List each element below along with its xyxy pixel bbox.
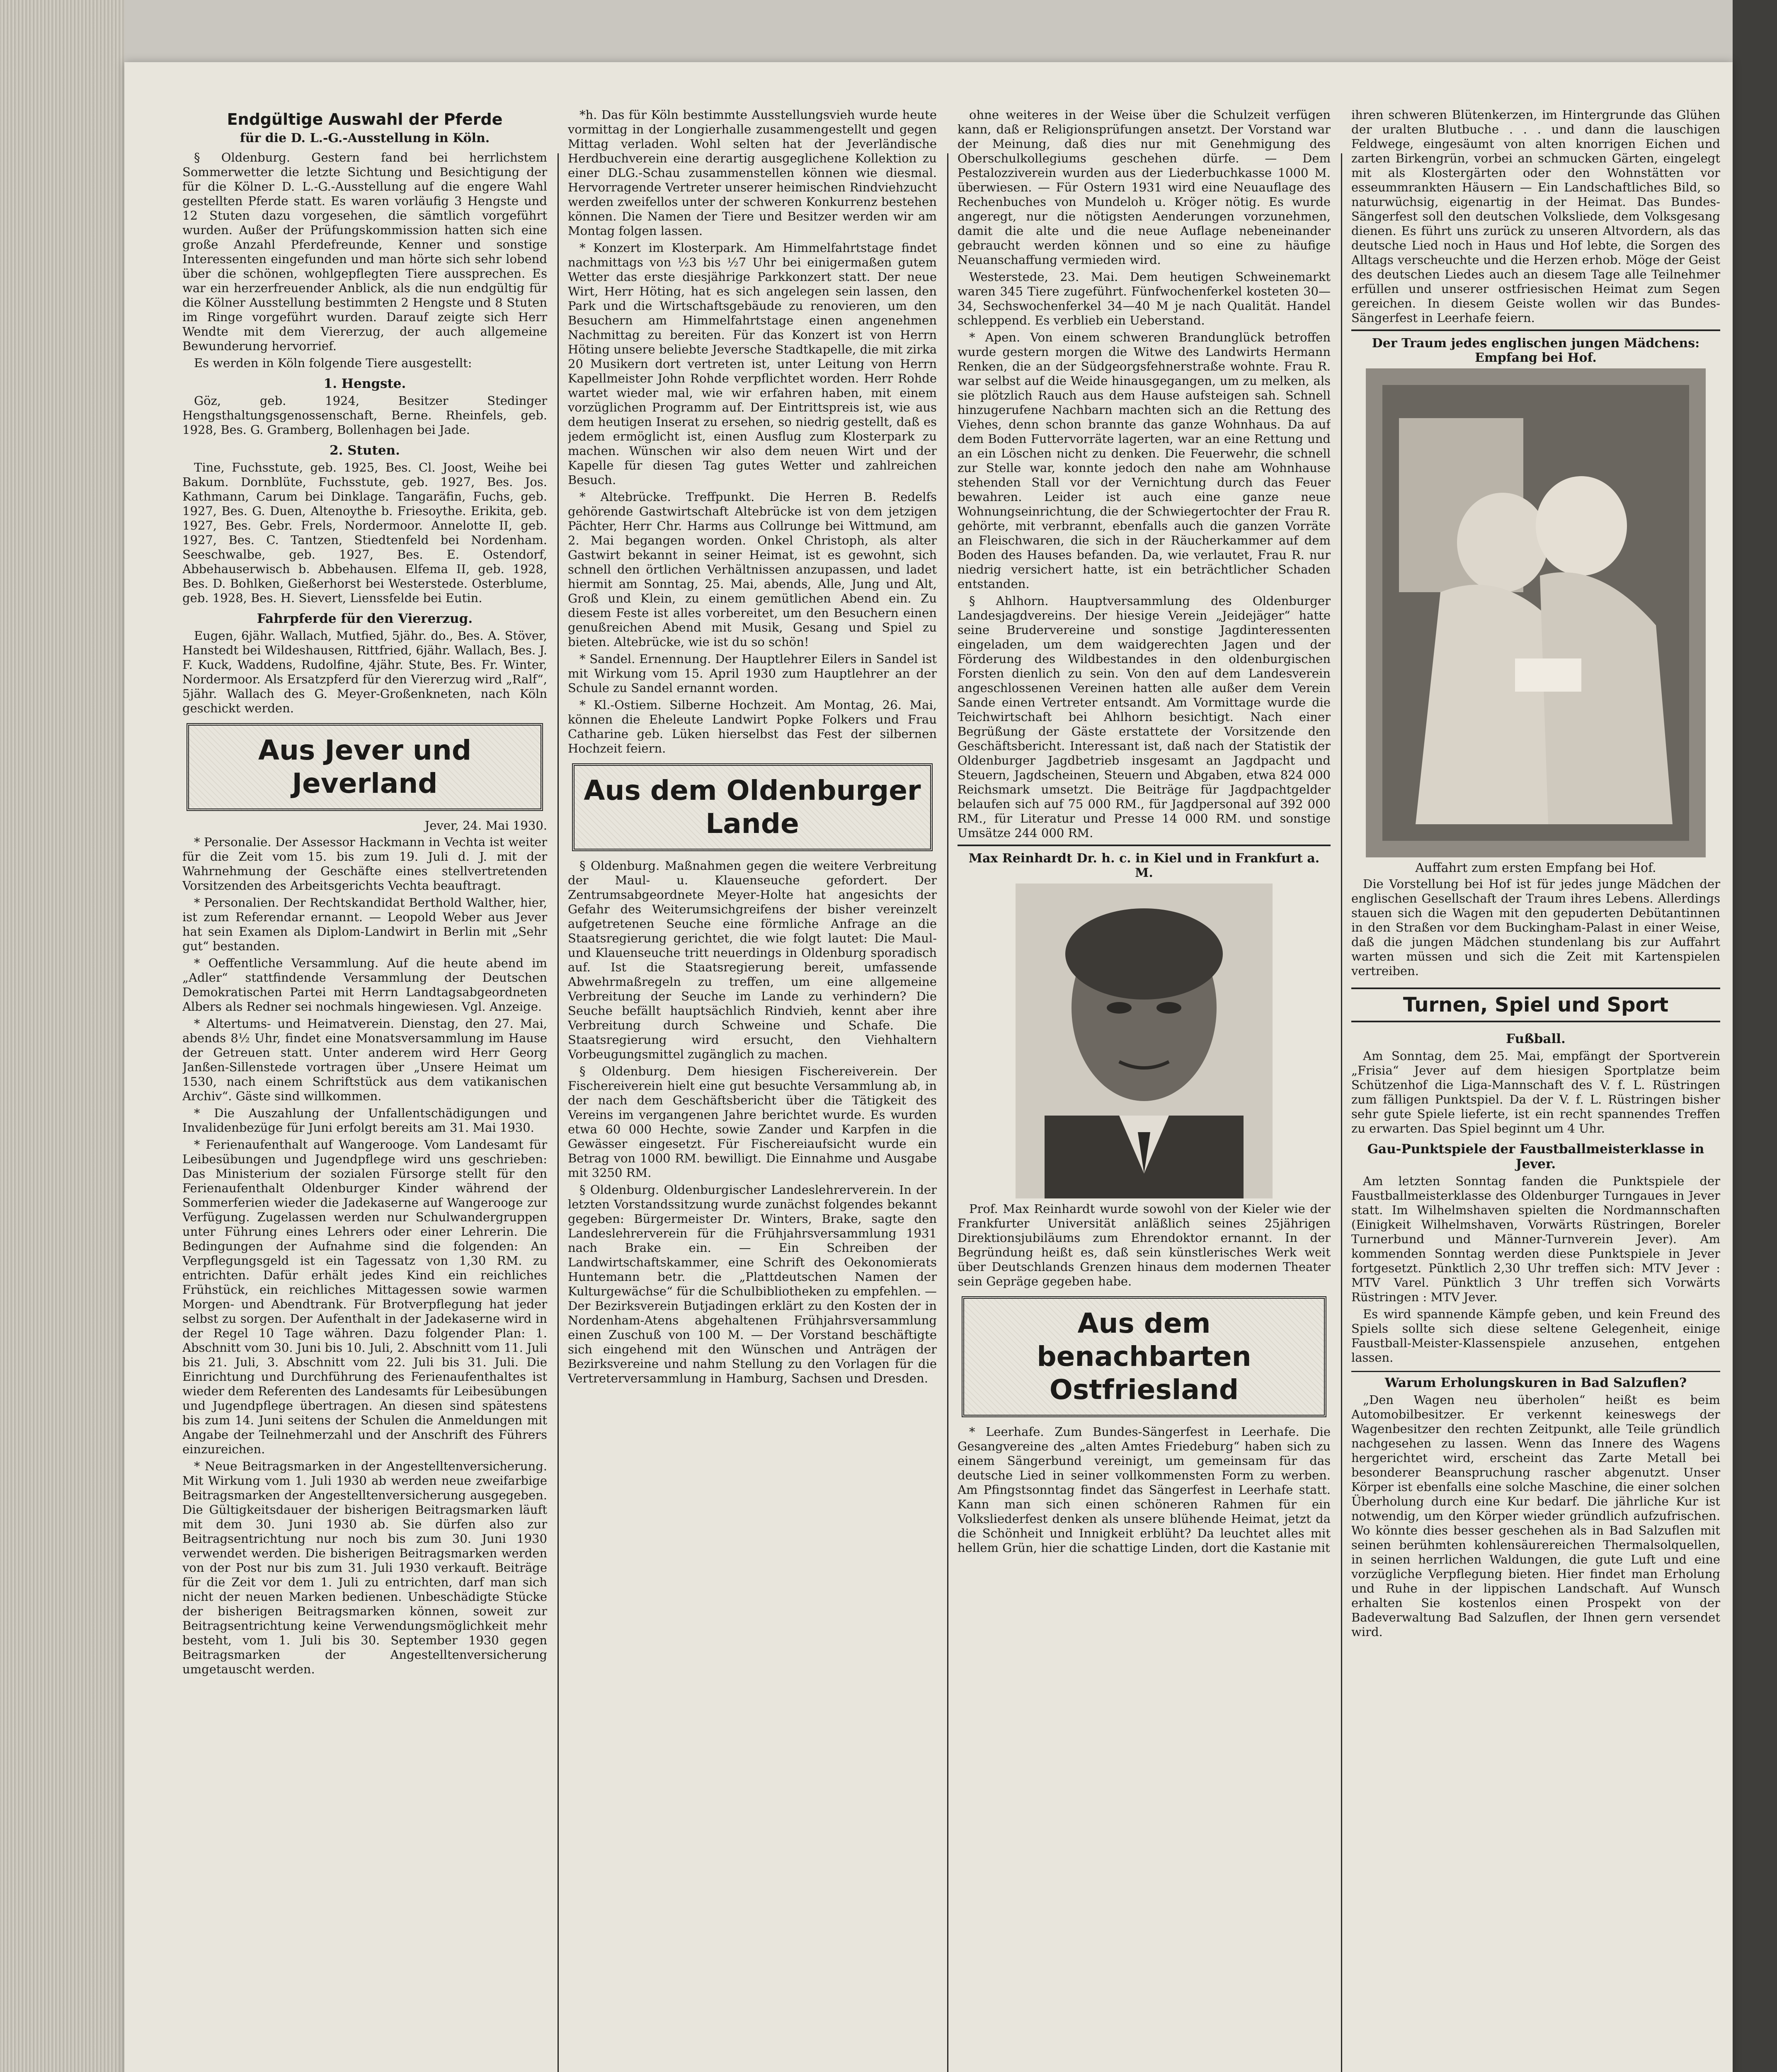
news-item: § Oldenburg. Oldenburgischer Landeslehrerverein. In der letzten Vorstandssitzung wurde zunächst folgendes bekannt gegeben: Bürgermeister Dr. Winters, Brake, sagte den Landeslehrerverein für die Frühjahrsversammlung 1931 nach Brake ein. — Ein Schreiben der Landwirtschaftskammer, eine Schrift des Oekonomierats Huntemann betr. die „Plattdeutschen Namen der Kulturgewächse“ für die Schulbibliotheken zu empfehlen. — Der Bezirksverein Butjadingen erklärt zu den Kosten der in Nordenham-Atens abgehaltenen Frühjahrsversammlung einen Zuschuß von 100 M. — Der Vorstand beschäftigte sich eingehend mit den Wünschen und Anträgen der Bezirksvereine und nahm Stellung zu den Vorlagen für die Vertreterversammlung in Hamburg, Sachsen und Dresden. bbox=[568, 1183, 937, 1385]
news-item: * Konzert im Klosterpark. Am Himmelfahrtstage findet nachmittags von ½3 bis ½7 Uhr bei einigermaßen gutem Wetter das erste diesjährige Parkkonzert statt. Der neue Wirt, Herr Höting, hat es sich angelegen sein lassen, den Park und die Wirtschaftsgebäude zu renovieren, um den Besuchern am Himmelfahrtstage einen angenehmen Nachmittag zu bereiten. Für das Konzert ist von Herrn Höting unsere beliebte Jeversche Stadtkapelle, die mit zirka 20 Musikern dort vertreten ist, unter Leitung von Herrn Kapellmeister John Rohde verpflichtet worden. Herr Rohde wartet wieder mal, wie wir erfahren haben, mit einem vorzüglichen Programm auf. Der Eintrittspreis ist, wie aus dem heutigen Inserat zu ersehen, so niedrig gestellt, daß es jedem ermöglicht ist, einen Ausflug zum Klosterpark zu machen. Wünschen wir also dem neuen Wirt und der Kapelle für diesen Tag gutes Wetter und zahlreichen Besuch. bbox=[568, 241, 937, 487]
photo-feature bbox=[1351, 329, 1720, 978]
news-item: * Neue Beitragsmarken in der Angestelltenversicherung. Mit Wirkung vom 1. Juli 1930 ab werden neue zweifarbige Beitragsmarken der Angestelltenversicherung ausgegeben. Die Gültigkeitsdauer der bisherigen Beitragsmarken läuft mit dem 30. Juni 1930 ab. Sie dürfen also zur Beitragsentrichtung nur noch bis zum 30. Juni 1930 verwendet werden. Die bisherigen Beitragsmarken werden von der Post nur bis zum 31. Juli 1930 verkauft. Beiträge für die Zeit vor dem 1. Juli zu entrichten, darf man sich nicht der neuen Marken bedienen. Unbeschädigte Stücke der bisherigen Beitragsmarken können, soweit zur Beitragsentrichtung keine Verwendungsmöglichkeit mehr besteht, vom 1. Juli bis 30. September 1930 gegen Beitragsmarken der Angestelltenversicherung umgetauscht werden. bbox=[182, 1459, 547, 1676]
sport-section-title: Turnen, Spiel und Sport bbox=[1351, 988, 1720, 1022]
news-item: Am Sonntag, dem 25. Mai, empfängt der Sportverein „Frisia“ Jever auf dem hiesigen Sportplatze beim Schützenhof die Liga-Mannschaft des V. f. L. Rüstringen zum fälligen Punktspiel. Da der V. f. L. Rüstringen bisher sehr gute Spiele lieferte, ist ein recht spannendes Treffen zu erwarten. Das Spiel beginnt um 4 Uhr. bbox=[1351, 1049, 1720, 1135]
article-subtitle: für die D. L.-G.-Ausstellung in Köln. bbox=[240, 131, 490, 145]
article-title: Endgültige Auswahl der Pferde bbox=[227, 110, 503, 128]
news-item: *h. Das für Köln bestimmte Ausstellungsvieh wurde heute vormittag in der Longierhalle zusammengestellt und gegen Mittag verladen. Wohl selten hat der Jeverländische Herdbuchverein eine derartig ausgeglichene Kollektion zu einer DLG.-Schau zusammenstellen können wie diesmal. Hervorragende Vertreter unserer heimischen Rindviehzucht werden zweifellos unter der schweren Konkurrenz bestehen können. Die Namen der Tiere und Besitzer werden wir am Montag folgen lassen. bbox=[568, 108, 937, 238]
scanner-border bbox=[1733, 0, 1777, 2072]
photo-text: Die Vorstellung bei Hof ist für jedes junge Mädchen der englischen Gesellschaft der Traum ihres Lebens. Allerdings stauen sich die Wagen mit den gepuderten Debütantinnen in den Straßen vor dem Buckingham-Palast in einer Weise, daß die jungen Mädchen stundenlang bis zur Auffahrt warten müssen und sich die Zeit mit Kartenspielen vertreiben. bbox=[1351, 877, 1720, 978]
column-4 bbox=[1351, 108, 1720, 2072]
book-page-edges bbox=[0, 0, 124, 2072]
news-item: ohne weiteres in der Weise über die Schulzeit verfügen kann, daß er Religionsprüfungen ansetzt. Der Vorstand war der Meinung, daß dies nur mit Genehmigung des Oberschulkollegiums geschehen dürfe. — Dem Pestalozziverein wurden aus der Liederbuchkasse 1000 M. überwiesen. — Für Ostern 1931 wird eine Neuauflage des Rechenbuches von Mundeloh u. Kröger nötig. Es wurde angeregt, nur die nötigsten Aenderungen vorzunehmen, damit die alte und die neue Auflage nebeneinander gebraucht werden können und so eine zu häufige Neuanschaffung vermieden wird. bbox=[958, 108, 1331, 267]
news-item: * Kl.-Ostiem. Silberne Hochzeit. Am Montag, 26. Mai, können die Eheleute Landwirt Popke Folkers und Frau Catharine geb. Lüken hierselbst das Fest der silbernen Hochzeit feiern. bbox=[568, 698, 937, 755]
section-heading: 1. Hengste. bbox=[323, 376, 406, 391]
column-rule bbox=[947, 153, 948, 2072]
section-heading: Fahrpferde für den Viererzug. bbox=[257, 611, 473, 626]
portrait-image bbox=[1016, 884, 1273, 1198]
photo-caption: Auffahrt zum ersten Empfang bei Hof. bbox=[1415, 861, 1656, 875]
article-paragraph: § Oldenburg. Gestern fand bei herrlichstem Sommerwetter die letzte Sichtung und Besichtigung der für die Kölner D. L.-G.-Ausstellung auf die engere Wahl gestellten Pferde statt. Es waren vorläufig 3 Hengste und 12 Stuten dazu vorgesehen, die sämtlich vorgeführt wurden. Außer der Prüfungskommission hatten sich eine große Anzahl Pferdefreunde, Kenner und sonstige Interessenten eingefunden und man hörte sich sehr lobend über die schönen, wohlgepflegten Tiere aussprechen. Es war ein herzerfreuender Anblick, als die nun endgültig für die Kölner Ausstellung bestimmten 2 Hengste und 8 Stuten im Ringe vorgeführt wurden. Darauf zeigte sich Herr Wendte mit dem Viererzug, der auch allgemeine Bewunderung hervorrief. bbox=[182, 150, 547, 353]
photo-text: Prof. Max Reinhardt wurde sowohl von der Kieler wie der Frankfurter Universität anläßlich seines 25jährigen Direktionsjubiläums zum Ehrendoktor ernannt. In der Begründung heißt es, daß sein künstlerisches Werk weit über Deutschlands Grenzen hinaus dem modernen Theater sein Gepräge gegeben habe. bbox=[958, 1202, 1331, 1288]
photo-title: Der Traum jedes englischen jungen Mädchens: Empfang bei Hof. bbox=[1372, 336, 1700, 365]
news-item: * Die Auszahlung der Unfallentschädigungen und Invalidenbezüge für Juni erfolgt bereits am 31. Mai 1930. bbox=[182, 1106, 547, 1135]
news-item: § Oldenburg. Dem hiesigen Fischereiverein. Der Fischereiverein hielt eine gut besuchte Versammlung ab, in der nach dem Geschäftsbericht über die Tätigkeit des Vereins im vergangenen Jahre berichtet wurde. Es wurden etwa 60 000 Hechte, sowie Zander und Karpfen in die Gewässer eingesetzt. Für Fischereiaufsicht wurde ein Betrag von 1000 RM. bewilligt. Die Einnahme und Ausgabe mit 3250 RM. bbox=[568, 1064, 937, 1180]
court-photo bbox=[1366, 368, 1706, 857]
news-item: Es wird spannende Kämpfe geben, und kein Freund des Spiels sollte sich diese seltene Gelegenheit, einige Faustball-Meister-Klassenspiele anzusehen, entgehen lassen. bbox=[1351, 1307, 1720, 1365]
news-item: * Leerhafe. Zum Bundes-Sängerfest in Leerhafe. Die Gesangvereine des „alten Amtes Friedeburg“ haben sich zu einem Sängerbund vereinigt, um gemeinsam für das deutsche Lied in seiner vollkommensten Form zu werben. Am Pfingstsonntag findet das Sängerfest in Leerhafe statt. Kann man sich einen schöneren Rahmen für ein Volksliederfest denken als unsere blühende Heimat, jetzt da die Schönheit und Innigkeit erblüht? Da leuchtet alles mit hellem Grün, hier die schattige Linden, dort die Kastanie mit bbox=[958, 1425, 1331, 1555]
news-item: * Oeffentliche Versammlung. Auf die heute abend im „Adler“ stattfindende Versammlung der Deutschen Demokratischen Partei mit Herrn Landtagsabgeordneten Albers als Redner sei nochmals hingewiesen. Vgl. Anzeige. bbox=[182, 956, 547, 1014]
photo-feature bbox=[958, 845, 1331, 1289]
column-2 bbox=[568, 108, 937, 2072]
section-banner-oldenburg: Aus dem Oldenburger Lande bbox=[572, 763, 933, 851]
section-heading: Warum Erholungskuren in Bad Salzuflen? bbox=[1351, 1371, 1720, 1390]
article-paragraph: Tine, Fuchsstute, geb. 1925, Bes. Cl. Joost, Weihe bei Bakum. Dornblüte, Fuchsstute, geb. 1927, Bes. Jos. Kathmann, Carum bei Dinklage. Tangaräfin, Fuchs, geb. 1927, Bes. G. Duen, Altenoythe b. Friesoythe. Erikita, geb. 1927, Bes. Gebr. Frels, Nordermoor. Annelotte II, geb. 1927, Bes. C. Tantzen, Stiedtenfeld bei Nordenham. Seeschwalbe, geb. 1927, Bes. E. Ostendorf, Abbehauserwisch b. Abbehausen. Elfema II, geb. 1928, Bes. D. Bohlken, Gießerhorst bei Westerstede. Osterblume, geb. 1928, Bes. H. Sievert, Lienssfelde bei Eutin. bbox=[182, 460, 547, 605]
news-item: § Ahlhorn. Hauptversammlung des Oldenburger Landesjagdvereins. Der hiesige Verein „Jeidejäger“ hatte seine Brudervereine und sonstige Jagdinteressenten eingeladen, um dem waidgerechten Jagen und der Förderung des Wildbestandes in den oldenburgischen Forsten dienlich zu sein. Von den auf dem Landesverein angeschlossenen Vereinen hatten alle außer dem Verein Sande einen Vertreter entsandt. Am Vormittage wurde die Teichwirtschaft bei Ahlhorn besichtigt. Nach einer Begrüßung der Gäste erstattete der Vorsitzende den Geschäftsbericht. Interessant ist, daß nach der Statistik der Oldenburger Jagdbetrieb insgesamt an Jagdpacht und Steuern, Jagdscheinen, Steuern und Abgaben, etwa 824 000 Reichsmark umsetzt. Die Beiträge für Jagdpachtgelder belaufen sich auf 75 000 RM., für Jagdpersonal auf 392 000 RM., für Literatur und Presse 14 000 RM. und sonstige Umsätze 244 000 RM. bbox=[958, 594, 1331, 840]
article-paragraph: Es werden in Köln folgende Tiere ausgestellt: bbox=[194, 356, 472, 370]
news-item: Am letzten Sonntag fanden die Punktspiele der Faustballmeisterklasse des Oldenburger Turngaues in Jever statt. Im Wilhelmshaven spielten die Nordmannschaften (Einigkeit Wilhelmshaven, Vorwärts Rüstringen, Boreler Turnerbund und Männer-Turnverein Jever). Am kommenden Sonntag werden diese Punktspiele in Jever fortgesetzt. Pünktlich 2,30 Uhr treffen sich: MTV Jever : MTV Varel. Pünktlich 3 Uhr treffen sich Vorwärts Rüstringen : MTV Jever. bbox=[1351, 1174, 1720, 1304]
news-item: Westerstede, 23. Mai. Dem heutigen Schweinemarkt waren 345 Tiere zugeführt. Fünfwochenferkel kosteten 30—34, Sechswochenferkel 34—40 M je nach Qualität. Handel schleppend. Es verblieb ein Ueberstand. bbox=[958, 270, 1331, 327]
section-heading: 2. Stuten. bbox=[330, 443, 400, 458]
article-paragraph: Göz, geb. 1924, Besitzer Stedinger Hengsthaltungsgenossenschaft, Berne. Rheinfels, geb. 1928, Bes. G. Gramberg, Bollenhagen bei Jade. bbox=[182, 394, 547, 437]
newspaper-page bbox=[124, 62, 1733, 2072]
news-item: * Ferienaufenthalt auf Wangerooge. Vom Landesamt für Leibesübungen und Jugendpflege wird uns geschrieben: Das Ministerium der sozialen Fürsorge stellt für den Ferienaufenthalt Oldenburger Kinder während der Sommerferien wieder die Jadekaserne auf Wangerooge zur Verfügung. Zugelassen werden nur Schulwandergruppen unter Führung eines Lehrers oder einer Lehrerin. Die Bedingungen der Aufnahme sind die folgenden: An Verpflegungsgeld ist ein Tagessatz von 1,30 RM. zu entrichten. Dafür erhält jedes Kind ein reichliches Frühstück, ein reichliches Mittagessen sowie warmen Morgen- und Abendtrank. Für Brotverpflegung hat jeder selbst zu sorgen. Der Aufenthalt in der Jadekaserne wird in der Regel 10 Tage währen. Dazu folgender Plan: 1. Abschnitt vom 30. Juni bis 10. Juli, 2. Abschnitt vom 11. Juli bis 21. Juli, 3. Abschnitt vom 22. Juli bis 31. Juli. Die Einrichtung und Durchführung des Ferienaufenthaltes ist wieder dem Referenten des Landesamts für Leibesübungen und Jugendpflege übertragen. An diesen sind spätestens bis zum 14. Juni seitens der Schulen die Anmeldungen mit Angabe der Teilnehmerzahl und der Anschrift des Führers einzureichen. bbox=[182, 1138, 547, 1456]
column-rule bbox=[558, 153, 559, 2072]
news-item: * Altertums- und Heimatverein. Dienstag, den 27. Mai, abends 8½ Uhr, findet eine Monatsversammlung im Hause der Getreuen statt. Unter anderem wird Herr Georg Janßen-Sillenstede vortragen über „Unsere Heimat um 1530, nach einem Schriftstück aus dem vatikanischen Archiv“. Gäste sind willkommen. bbox=[182, 1017, 547, 1103]
court-image bbox=[1366, 368, 1706, 857]
news-item: * Apen. Von einem schweren Brandunglück betroffen wurde gestern morgen die Witwe des Landwirts Hermann Renken, die an der Südgeorgsfehnerstraße wohnte. Frau R. war selbst auf die Weide hinausgegangen, um zu melken, als sie plötzlich Rauch aus dem Hause aufsteigen sah. Schnell hinzugerufene Nachbarn machten sich an die Rettung des Viehes, denn schon brannte das ganze Wohnhaus. Da auf dem Boden Futtervorräte lagerten, war an eine Rettung und an ein Löschen nicht zu denken. Die Feuerwehr, die schnell zur Stelle war, konnte jedoch den nahe am Wohnhause stehenden Stall vor der Vernichtung durch das Feuer bewahren. Leider ist auch eine ganze neue Wohnungseinrichtung, die der Schwiegertochter der Frau R. gehörte, mit verbrannt, ebenfalls auch die ganzen Vorräte an Fleischwaren, die sich in der Räucherkammer auf dem Boden des Hauses befanden. Da, wie verlautet, Frau R. nur niedrig versichert hatte, ist ein beträchtlicher Schaden entstanden. bbox=[958, 330, 1331, 591]
news-item: „Den Wagen neu überholen“ heißt es beim Automobilbesitzer. Er verkennt keineswegs der Wagenbesitzer den rechten Zeitpunkt, alle Teile gründlich nachgesehen zu lassen. Wenn das Innere des Wagens hergerichtet wird, erscheint das Zarte Metall bei besonderer Beanspruchung rascher abgenutzt. Unser Körper ist ebenfalls eine solche Maschine, die einer solchen Überholung durch eine Kur bedarf. Die jährliche Kur ist notwendig, um den Körper wieder gründlich aufzufrischen. Wo könnte dies besser geschehen als in Bad Salzuflen mit seinen berühmten kohlensäurereichen Thermalsolquellen, in seinen herrlichen Waldungen, die gute Luft und eine vorzügliche Verpflegung bieten. Hier findet man Erholung und Ruhe in der lippischen Landschaft. Auf Wunsch erhalten Sie kostenlos einen Prospekt von der Badeverwaltung Bad Salzuflen, der Ihnen gern versendet wird. bbox=[1351, 1393, 1720, 1639]
news-item: ihren schweren Blütenkerzen, im Hintergrunde das Glühen der uralten Blutbuche . . . und dann die lauschigen Feldwege, eingesäumt von alten knorrigen Eichen und zarten Birkengrün, vorbei an schmucken Gärten, eingelegt mit als Klostergärten oder den Wohnstätten vor esseummrankten Häusern — Ein Landschaftliches Bild, so naturwüchsig, eigenartig in der Heimat. Das Bundes-Sängerfest soll den deutschen Volksliede, dem Volksgesang dienen. Es führt uns zurück zu unseren Altvordern, als das deutsche Lied noch in Haus und Hof lebte, die Sorgen des Alltags verscheuchte und die Herzen erhob. Möge der Geist des deutschen Liedes auch an diesem Tage alle Teilnehmer erfüllen und unserer ostfriesischen Heimat zum Segen gereichen. In diesem Geiste wollen wir das Bundes-Sängerfest in Leerhafe feiern. bbox=[1351, 108, 1720, 325]
column-rule bbox=[1341, 153, 1342, 2072]
news-item: § Oldenburg. Maßnahmen gegen die weitere Verbreitung der Maul- u. Klauenseuche gefordert. Der Zentrumsabgeordnete Meyer-Holte hat angesichts der Gefahr des Weiterumsichgreifens der bisher vereinzelt aufgetretenen Seuche eine förmliche Anfrage an die Staatsregierung gerichtet, die wie folgt lautet: Die Maul- und Klauenseuche tritt neuerdings in Oldenburg sporadisch auf. Ist die Staatsregierung bereit, umfassende Abwehrmaßregeln zu treffen, um eine allgemeine Verbreitung der Seuche im Lande zu verhindern? Die Seuche befällt hauptsächlich Rindvieh, kennt aber ihre Verbreitung durch Schweine und Schafe. Die Staatsregierung wird ersucht, den Viehhaltern Vorbeugungsmittel zugänglich zu machen. bbox=[568, 859, 937, 1061]
section-banner-ostfriesland: Aus dem benachbarten Ostfriesland bbox=[962, 1296, 1326, 1417]
column-1 bbox=[182, 108, 547, 2072]
article-paragraph: Eugen, 6jähr. Wallach, Mutfied, 5jähr. do., Bes. A. Stöver, Hanstedt bei Wildeshausen, Rittfried, 6jähr. Wallach, Bes. J. F. Kuck, Waddens, Rudolfine, 4jähr. Stute, Bes. Fr. Winter, Nordermoor. Als Ersatzpferd für den Viererzug wird „Ralf“, 5jähr. Wallach des G. Meyer-Großenkneten, nach Köln geschickt werden. bbox=[182, 629, 547, 715]
section-banner-jever: Aus Jever und Jeverland bbox=[187, 723, 543, 811]
news-item: * Altebrücke. Treffpunkt. Die Herren B. Redelfs gehörende Gastwirtschaft Altebrücke ist von dem jetzigen Pächter, Herr Chr. Harms aus Collrunge bei Wittmund, am 2. Mai begangen worden. Onkel Christoph, als alter Gastwirt bekannt in seiner Heimat, ist es gewohnt, sich schnell den örtlichen Verhältnissen anzupassen, und ladet hiermit am Sonntag, 25. Mai, abends, Alle, Jung und Alt, Groß und Klein, zu einem gemütlichen Abend ein. Zu diesem Feste ist alles vorbereitet, um den Besuchern einen genußreichen Abend mit Musik, Gesang und Spiel zu bieten. Altebrücke, wie ist du so schön! bbox=[568, 490, 937, 649]
dateline: Jever, 24. Mai 1930. bbox=[424, 818, 547, 833]
portrait-photo bbox=[1016, 884, 1273, 1198]
section-heading: Gau-Punktspiele der Faustballmeisterklasse in Jever. bbox=[1367, 1142, 1704, 1172]
news-item: * Personalie. Der Assessor Hackmann in Vechta ist weiter für die Zeit vom 15. bis zum 19. Juli d. J. mit der Wahrnehmung der Geschäfte eines stellvertretenden Vorsitzenden des Arbeitsgerichts Vechta beauftragt. bbox=[182, 835, 547, 893]
section-heading: Fußball. bbox=[1506, 1031, 1566, 1046]
news-item: * Personalien. Der Rechtskandidat Berthold Walther, hier, ist zum Referendar ernannt. — Leopold Weber aus Jever hat sein Examen als Diplom-Landwirt in Berlin mit „Sehr gut“ bestanden. bbox=[182, 896, 547, 953]
photo-caption: Max Reinhardt Dr. h. c. in Kiel und in Frankfurt a. M. bbox=[968, 851, 1320, 880]
news-item: * Sandel. Ernennung. Der Hauptlehrer Eilers in Sandel ist mit Wirkung vom 15. April 1930 zum Hauptlehrer an der Schule zu Sandel ernannt worden. bbox=[568, 652, 937, 695]
column-3 bbox=[958, 108, 1331, 2072]
